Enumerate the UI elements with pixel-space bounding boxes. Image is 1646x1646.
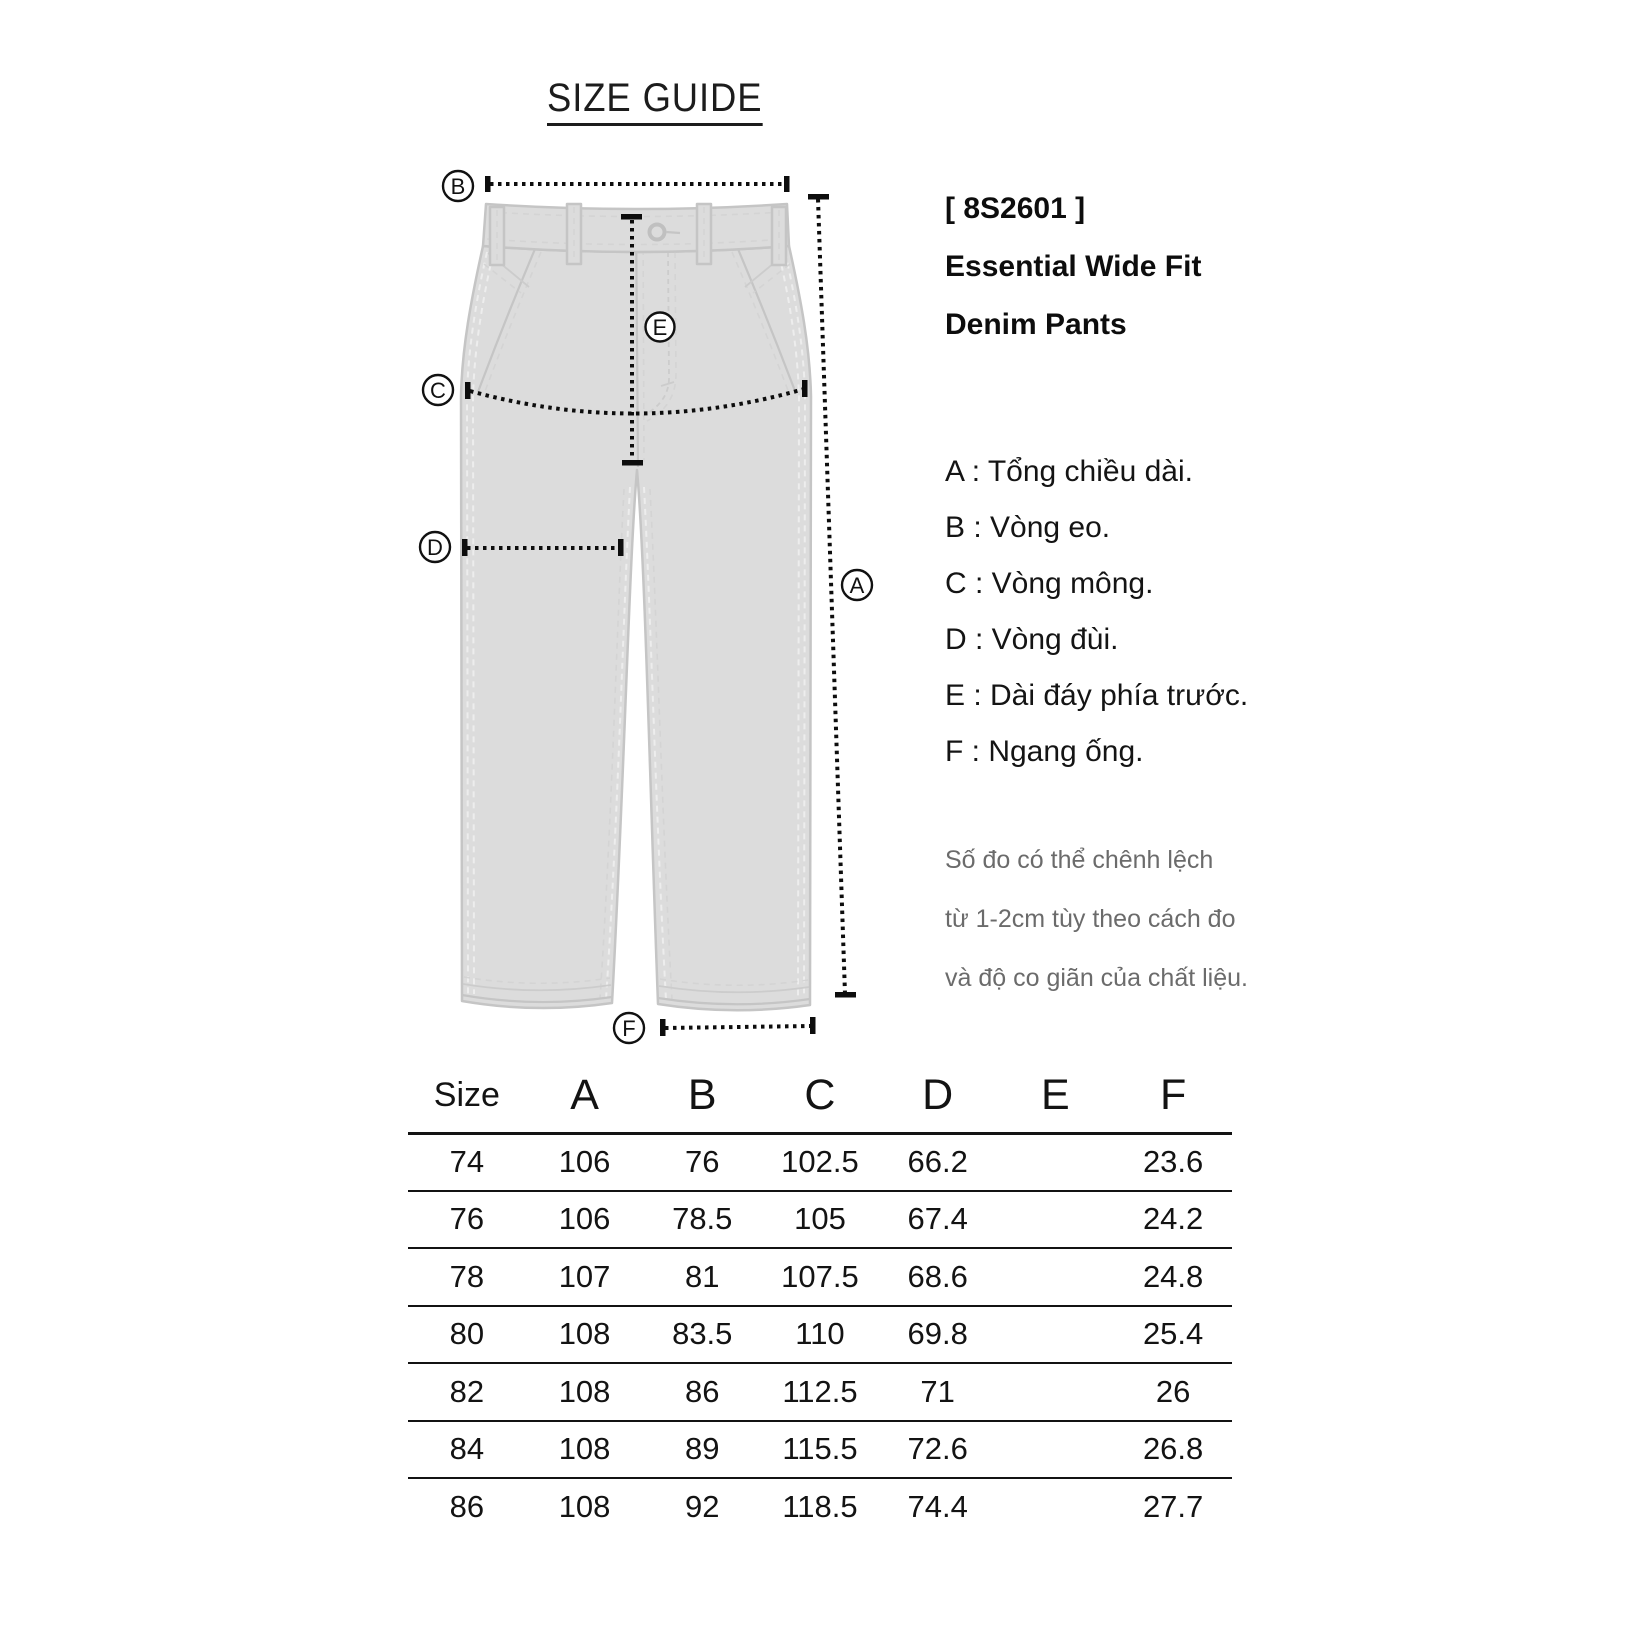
table-row — [408, 1248, 1232, 1306]
legend-item-b: B : Vòng eo. — [945, 511, 1111, 544]
cell-size: 76 — [449, 1201, 485, 1237]
cell-d: 66.2 — [907, 1144, 968, 1179]
table-row — [408, 1306, 1232, 1364]
measurement-note — [945, 831, 1248, 1008]
cell-a: 108 — [558, 1373, 611, 1409]
cell-f: 24.2 — [1142, 1201, 1204, 1237]
label-a-text: A — [849, 573, 865, 598]
cell-size: 80 — [449, 1316, 485, 1352]
cell-d: 67.4 — [907, 1201, 968, 1237]
legend-item-c: C : Vòng mông. — [945, 567, 1154, 600]
cell-b: 76 — [685, 1144, 720, 1179]
cell-a: 106 — [558, 1144, 611, 1179]
legend-item-f: F : Ngang ống. — [945, 735, 1144, 768]
col-header-c: C — [804, 1071, 836, 1120]
table-row — [408, 1363, 1232, 1421]
cell-a: 108 — [558, 1431, 611, 1467]
cell-b: 81 — [685, 1258, 720, 1294]
product-name-line1: Essential Wide Fit — [945, 250, 1202, 283]
table-row — [408, 1421, 1232, 1479]
cell-e — [997, 1363, 1115, 1421]
legend-item-e: E : Dài đáy phía trước. — [945, 679, 1249, 712]
waistband-shape — [483, 204, 789, 252]
legend-item-d: D : Vòng đùi. — [945, 623, 1119, 656]
label-d-text: D — [427, 535, 443, 560]
cell-a: 107 — [558, 1258, 611, 1294]
cell-e — [997, 1248, 1115, 1306]
cell-a: 106 — [558, 1201, 611, 1237]
cell-d: 69.8 — [907, 1316, 968, 1352]
cell-size: 78 — [449, 1258, 485, 1294]
cell-f: 26 — [1155, 1373, 1191, 1409]
col-header-e: E — [1041, 1071, 1070, 1120]
cell-size: 74 — [449, 1144, 485, 1179]
size-table — [408, 1060, 1232, 1536]
label-f-text: F — [622, 1016, 636, 1041]
table-row — [408, 1191, 1232, 1249]
pants-drawing — [461, 204, 811, 1010]
legend-item-a: A : Tổng chiều dài. — [945, 455, 1193, 488]
measure-label-E — [646, 313, 675, 342]
cell-e — [997, 1133, 1115, 1191]
measure-label-B — [443, 171, 473, 201]
cell-f: 27.7 — [1142, 1489, 1204, 1525]
size-table-header-row — [408, 1060, 1232, 1133]
measurement-legend — [945, 444, 1248, 780]
cell-d: 71 — [920, 1373, 955, 1409]
col-header-f: F — [1159, 1071, 1187, 1120]
cell-size: 82 — [449, 1373, 485, 1409]
cell-c: 110 — [795, 1316, 845, 1352]
label-b-text: B — [450, 174, 466, 199]
cell-c: 118.5 — [782, 1489, 858, 1525]
cell-c: 102.5 — [781, 1144, 859, 1179]
measure-label-A — [842, 570, 872, 600]
col-header-size: Size — [433, 1076, 500, 1115]
pants-diagram — [415, 148, 885, 1058]
cell-c: 107.5 — [781, 1258, 859, 1294]
table-row — [408, 1478, 1232, 1536]
cell-a: 108 — [558, 1316, 611, 1352]
col-header-b: B — [687, 1071, 717, 1120]
cell-d: 72.6 — [907, 1431, 968, 1467]
label-c-text: C — [430, 378, 446, 403]
cell-f: 23.6 — [1142, 1144, 1204, 1179]
note-line-2: từ 1-2cm tùy theo cách đo — [945, 905, 1236, 933]
table-row — [408, 1133, 1232, 1191]
cell-a: 108 — [558, 1489, 611, 1525]
cell-e — [997, 1478, 1115, 1536]
cell-b: 89 — [685, 1431, 720, 1467]
cell-f: 24.8 — [1142, 1258, 1204, 1294]
pants-body-shape — [461, 246, 811, 1010]
measure-label-F — [614, 1013, 644, 1043]
cell-f: 26.8 — [1142, 1431, 1204, 1467]
note-line-3: và độ co giãn của chất liệu. — [945, 964, 1248, 992]
cell-d: 68.6 — [907, 1258, 968, 1294]
product-name-line2: Denim Pants — [945, 308, 1127, 341]
cell-c: 115.5 — [782, 1431, 858, 1467]
cell-b: 78.5 — [672, 1201, 733, 1237]
col-header-a: A — [570, 1071, 599, 1120]
product-info — [945, 180, 1201, 354]
cell-b: 86 — [685, 1373, 720, 1409]
page-title: SIZE GUIDE — [547, 76, 762, 126]
measure-label-D — [420, 532, 450, 562]
cell-f: 25.4 — [1142, 1316, 1204, 1352]
col-header-d: D — [922, 1071, 954, 1120]
cell-b: 83.5 — [672, 1316, 733, 1352]
cell-b: 92 — [685, 1489, 720, 1525]
cell-size: 86 — [449, 1489, 485, 1525]
cell-e — [997, 1421, 1115, 1479]
cell-e — [997, 1191, 1115, 1249]
cell-c: 105 — [794, 1201, 846, 1237]
cell-e — [997, 1306, 1115, 1364]
product-code: [ 8S2601 ] — [945, 192, 1086, 225]
cell-size: 84 — [449, 1431, 485, 1467]
label-e-text: E — [652, 315, 668, 340]
measure-label-C — [423, 375, 453, 405]
note-line-1: Số đo có thể chênh lệch — [945, 846, 1214, 874]
cell-d: 74.4 — [907, 1489, 968, 1525]
cell-c: 112.5 — [782, 1373, 858, 1409]
